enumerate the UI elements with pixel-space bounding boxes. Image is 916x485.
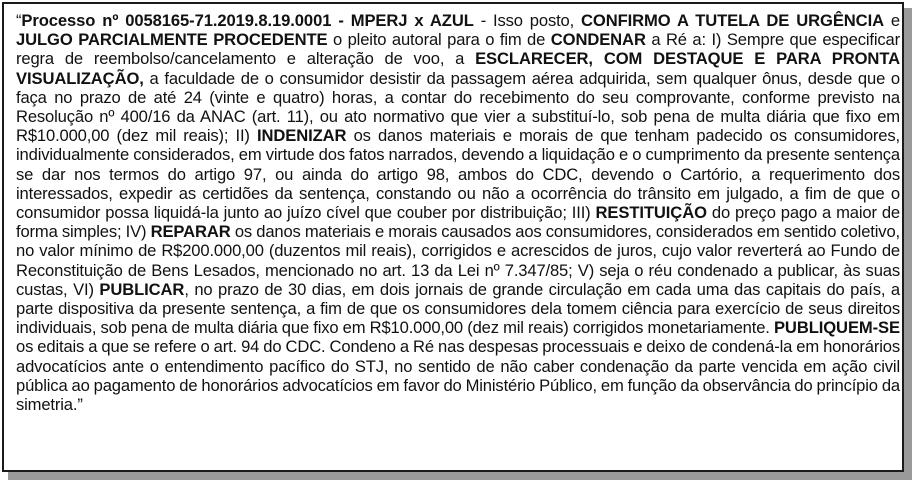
clarify-keyword: ESCLARECER, COM DESTAQUE E PARA PRONTA VISUALIZAÇÃO,: [16, 49, 901, 88]
frame-shadow-bottom: [8, 472, 912, 480]
text-segment: os danos materiais e morais causados aos consumidores, considerados em sentido coletivo, no valor mínimo de R$200.000,00 (duzentos mil reais), corrigidos e acrescidos de juros, cujo valor reverterá ao Fundo de Reconstituição de Bens Lesados, mencionado no art. 13 da Lei nº 7.347/85; V) seja o réu condenado a publicar, às suas custas, VI): [16, 222, 900, 299]
publish-edicts-keyword: PUBLIQUEM-SE: [773, 318, 900, 338]
text-segment: a Ré a: I) Sempre que especificar regra de reembolso/cancelamento e alteração de voo, a: [16, 30, 900, 69]
open-quote: “: [16, 11, 22, 30]
text-segment: , no prazo de 30 dias, em dois jornais de grande circulação em cada uma das capitais do país, a parte dispositiva da presente sentença, a fim de que os consumidores dela tomem ciência para exercício de seus direitos individuais, sob pena de multa diária que fixo em R$10.000,00 (dez mil reais) corrigidos monetariamente.: [16, 279, 900, 338]
close-quote: ”: [77, 395, 83, 415]
text-segment: - Isso posto,: [473, 11, 582, 30]
indemnify-keyword: INDENIZAR: [256, 126, 347, 146]
case-number: Processo nº 0058165-71.2019.8.19.0001 - MPERJ x AZUL: [21, 11, 474, 30]
court-notice-text: [16, 11, 900, 414]
text-segment: a faculdade de o consumidor desistir da passagem aérea adquirida, sem qualquer ônus, desde que o faça no prazo de até 24 (vinte e quatro) horas, a contar do recebimento do seu comprovante, conforme previsto na Resolução nº 400/16 da ANAC (art. 11), ou ato normativo que vier a substituí-lo, sob pena de multa diária que fixo em R$10.000,00 (dez mil reais); II): [16, 68, 900, 146]
text-segment: os danos materiais e morais de que tenham padecido os consumidores, individualmente considerados, em virtude dos fatos narrados, devendo a liquidação e o cumprimento da presente sentença se dar nos termos do artigo 97, ou ainda do artigo 98, ambos do CDC, devendo o Cartório, a requerimento dos interessados, expedir as certidões da sentença, constando ou não a ocorrência do trânsito em julgado, a fim de que o consumidor possa liquidá-la junto ao juízo cível que couber por distribuição; III): [16, 126, 900, 223]
restitution-keyword: RESTITUIÇÃO: [595, 203, 707, 223]
condemn-keyword: CONDENAR: [550, 30, 646, 50]
text-segment: os editais a que se refere o art. 94 do CDC. Condeno a Ré nas despesas processuais e deixo de condená-la em honorários advocatícios ante o entendimento pacífico do STJ, no sentido de não caber condenação da parte vencida em ação civil pública ao pagamento de honorários advocatícios em favor do Ministério Público, em função da observância do princípio da simetria.: [16, 337, 900, 415]
text-segment: o pleito autoral para o fim de: [327, 30, 551, 50]
notice-frame: [2, 2, 904, 472]
confirm-injunction: CONFIRMO A TUTELA DE URGÊNCIA: [581, 11, 884, 30]
repair-keyword: REPARAR: [150, 222, 231, 242]
publish-keyword: PUBLICAR: [99, 279, 185, 299]
partial-judgment: JULGO PARCIALMENTE PROCEDENTE: [16, 30, 328, 50]
text-segment: e: [883, 11, 900, 30]
text-segment: do preço pago a maior de forma simples; IV): [16, 203, 900, 242]
frame-shadow-right: [904, 8, 912, 474]
